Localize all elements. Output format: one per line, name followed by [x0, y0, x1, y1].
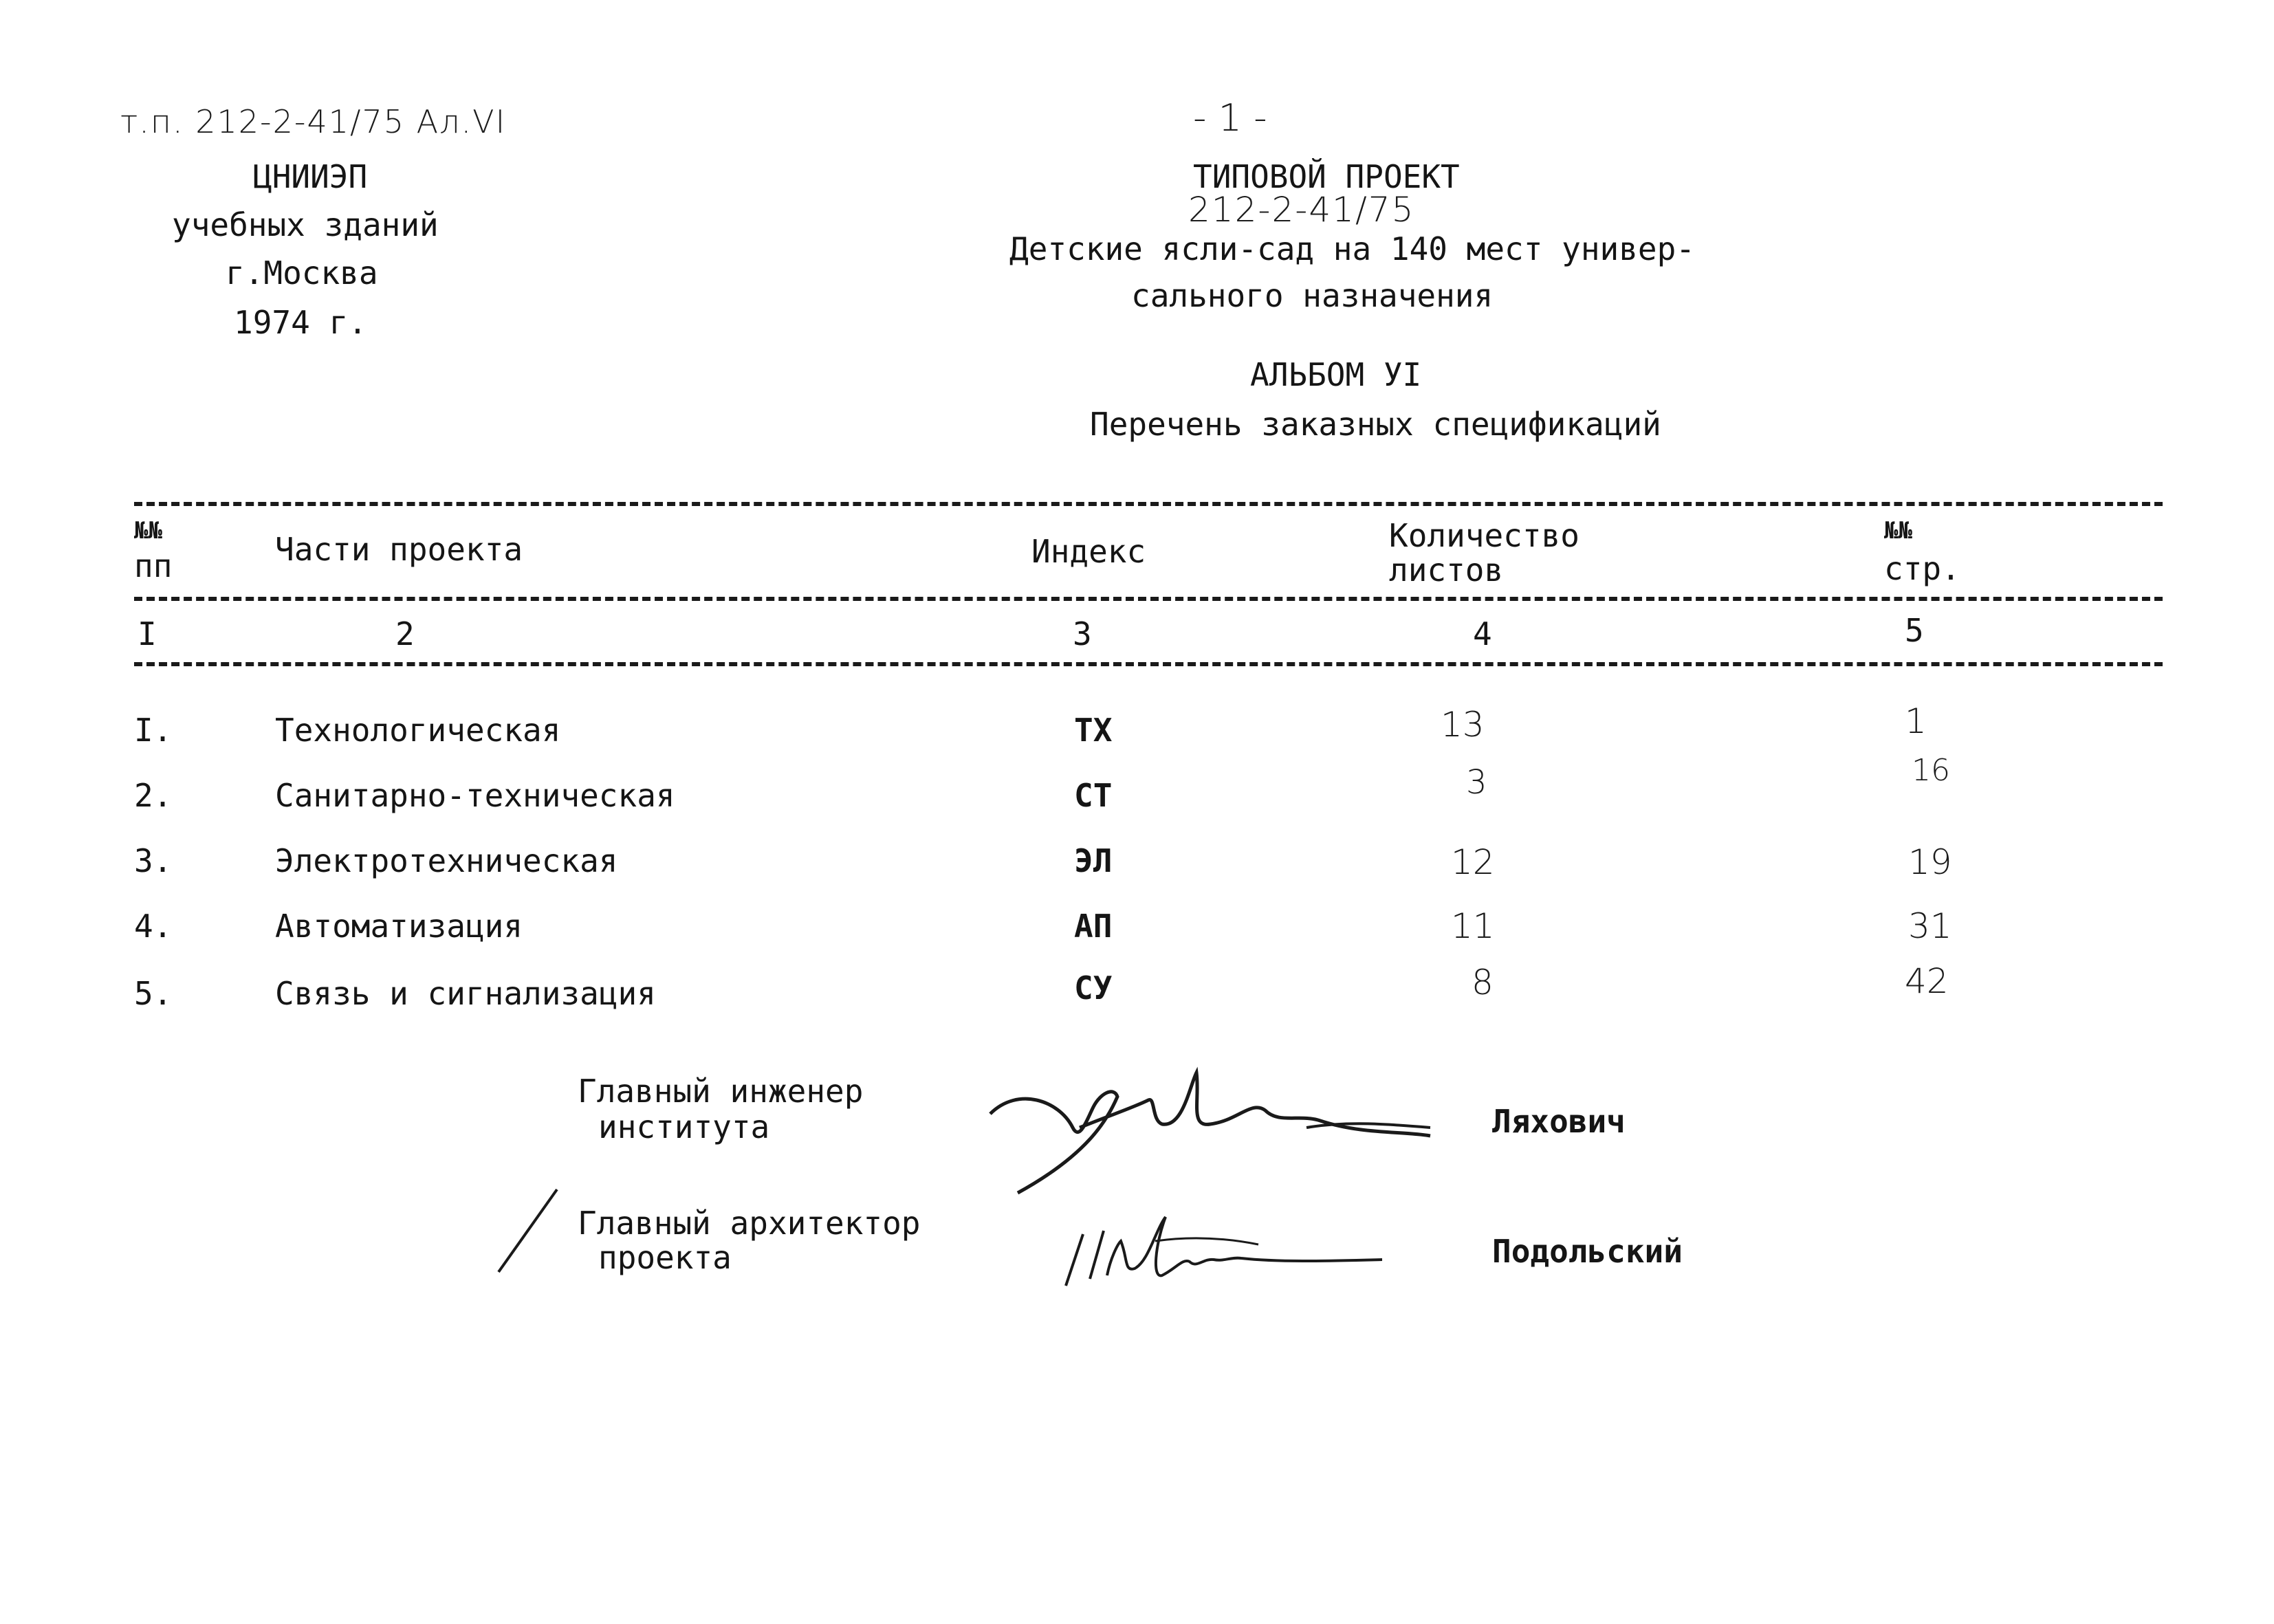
organization-city: г.Москва [226, 254, 378, 292]
project-code: 212-2-41/75 [1188, 190, 1415, 230]
row-index: СУ [1074, 969, 1113, 1007]
signatory-name: Ляхович [1492, 1103, 1626, 1140]
row-part: Связь и сигнализация [275, 975, 656, 1012]
column-number: 3 [1073, 615, 1092, 652]
row-page: 19 [1908, 842, 1952, 882]
signatory-role-line1: Главный архитектор [578, 1205, 921, 1242]
project-title-line1: Детские ясли-сад на 140 мест универ- [1009, 230, 1695, 267]
slash-mark [488, 1183, 571, 1279]
row-index: ЭЛ [1074, 842, 1113, 879]
header-sheets-line1: Количество [1389, 517, 1579, 554]
row-part: Электротехническая [275, 842, 618, 879]
column-number: I [138, 615, 157, 652]
header-index: Индекс [1031, 533, 1146, 570]
row-page: 31 [1908, 906, 1952, 946]
column-number: 4 [1473, 615, 1492, 652]
row-number: I. [134, 712, 173, 749]
page-number: - 1 - [1193, 96, 1267, 140]
chief-engineer-signature [976, 1059, 1444, 1196]
row-part: Технологическая [275, 712, 561, 749]
row-number: 2. [134, 777, 173, 814]
row-sheets: 8 [1472, 963, 1494, 1002]
signatory-role-line2: проекта [598, 1239, 732, 1276]
header-page-line1: №№ [1884, 517, 1912, 545]
row-part: Автоматизация [275, 908, 523, 945]
project-label: ТИПОВОЙ ПРОЕКТ [1193, 158, 1460, 195]
row-sheets: 3 [1466, 763, 1487, 802]
row-number: 4. [134, 908, 173, 945]
row-part: Санитарно-техническая [275, 777, 675, 814]
row-index: АП [1074, 908, 1113, 945]
header-num-line2: пп [134, 547, 173, 584]
table-column-numbers-rule [134, 662, 2163, 666]
signatory-role-line2: института [598, 1108, 770, 1145]
row-page: 42 [1905, 961, 1949, 1001]
project-title-line2: сального назначения [1131, 277, 1494, 314]
header-page-line2: стр. [1884, 550, 1960, 587]
row-index: ТХ [1074, 712, 1113, 749]
table-header-rule [134, 597, 2163, 601]
album-subtitle: Перечень заказных спецификаций [1090, 406, 1661, 443]
row-number: 3. [134, 842, 173, 879]
column-number: 2 [395, 615, 415, 652]
chief-architect-signature [1052, 1203, 1396, 1299]
row-page: 16 [1912, 753, 1950, 788]
header-num-line1: №№ [134, 517, 162, 545]
organization-name: ЦНИИЭП [253, 158, 368, 195]
signatory-role-line1: Главный инженер [578, 1073, 864, 1110]
row-sheets: 13 [1441, 705, 1485, 745]
row-page: 1 [1905, 701, 1927, 741]
row-sheets: 11 [1451, 906, 1495, 946]
album-title: АЛЬБОМ УI [1250, 356, 1422, 393]
row-sheets: 12 [1451, 842, 1495, 882]
organization-year: 1974 г. [234, 304, 367, 341]
row-index: СТ [1074, 777, 1113, 814]
header-part: Части проекта [275, 531, 523, 568]
signatory-name: Подольский [1492, 1233, 1683, 1270]
table-top-rule [134, 502, 2163, 506]
header-sheets-line2: листов [1389, 551, 1504, 589]
column-number: 5 [1905, 612, 1924, 649]
row-number: 5. [134, 975, 173, 1012]
document-stamp: т.п. 212-2-41/75 Ал.VI [120, 103, 507, 140]
organization-department: учебных зданий [172, 206, 439, 243]
